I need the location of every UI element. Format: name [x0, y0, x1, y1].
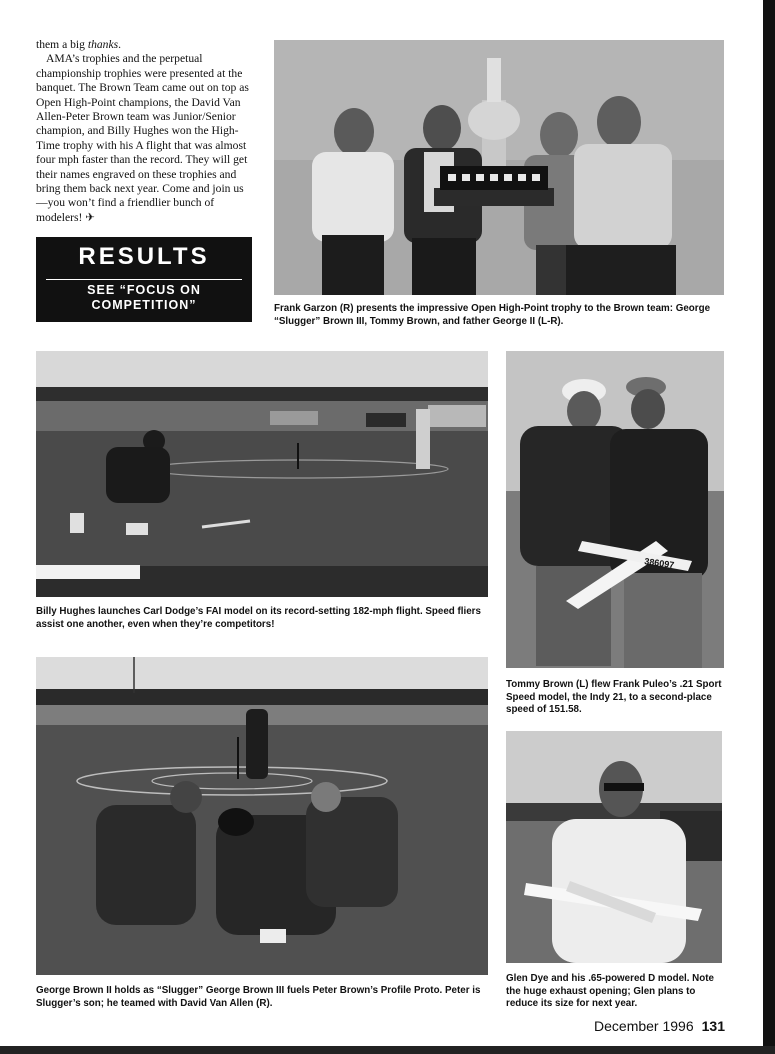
photo-fueling	[36, 657, 488, 975]
issue-date: December 1996	[594, 1018, 694, 1034]
results-subtitle: SEE “FOCUS ON COMPETITION”	[87, 283, 201, 312]
page-footer	[540, 1018, 725, 1034]
caption-fueling: George Brown II holds as “Slugger” George Brown III fuels Peter Brown’s Profile Proto. Peter is Slugger’s son; he teamed with David Van Allen (R).	[36, 985, 481, 1009]
plane-number: 386097	[643, 556, 675, 571]
photo-trophy	[274, 40, 724, 295]
article-text	[36, 38, 252, 225]
results-box	[36, 237, 252, 322]
scan-edge-right	[763, 0, 775, 1054]
end-mark-icon: ✈	[85, 210, 95, 224]
caption-launch: Billy Hughes launches Carl Dodge’s FAI model on its record-setting 182-mph flight. Speed fliers assist one another, even when they’re competitors!	[36, 606, 481, 630]
photo-glen	[506, 731, 722, 963]
caption-tommy: Tommy Brown (L) flew Frank Puleo’s .21 Sport Speed model, the Indy 21, to a second-place speed of 151.58.	[506, 679, 722, 715]
photo-launch	[36, 351, 488, 597]
caption-glen: Glen Dye and his .65-powered D model. Note the huge exhaust opening; Glen plans to reduce its size for next year.	[506, 973, 714, 1009]
article-line-start: them a big thanks.	[36, 38, 122, 51]
scan-edge-bottom	[0, 1046, 775, 1054]
photo-tommy	[506, 351, 724, 668]
results-title: RESULTS	[78, 243, 210, 270]
page-number: 131	[701, 1018, 725, 1034]
article-paragraph: AMA’s trophies and the perpetual championship trophies were presented at the banquet. The Brown Team came out on top as Open High-Point champions, the David Van Allen-Peter Brown team was Junior/Senior champion, and Billy Hughes won the High-Time trophy with his A flight that was almost four mph faster than the record. They will get their names engraved on these trophies and bring them back next year. Come and join us—you won’t find a friendlier bunch of modelers! ✈	[36, 52, 249, 224]
results-divider	[46, 279, 242, 280]
caption-trophy: Frank Garzon (R) presents the impressive Open High-Point trophy to the Brown team: George “Slugger” Brown III, Tommy Brown, and father George II (L-R).	[274, 303, 711, 327]
